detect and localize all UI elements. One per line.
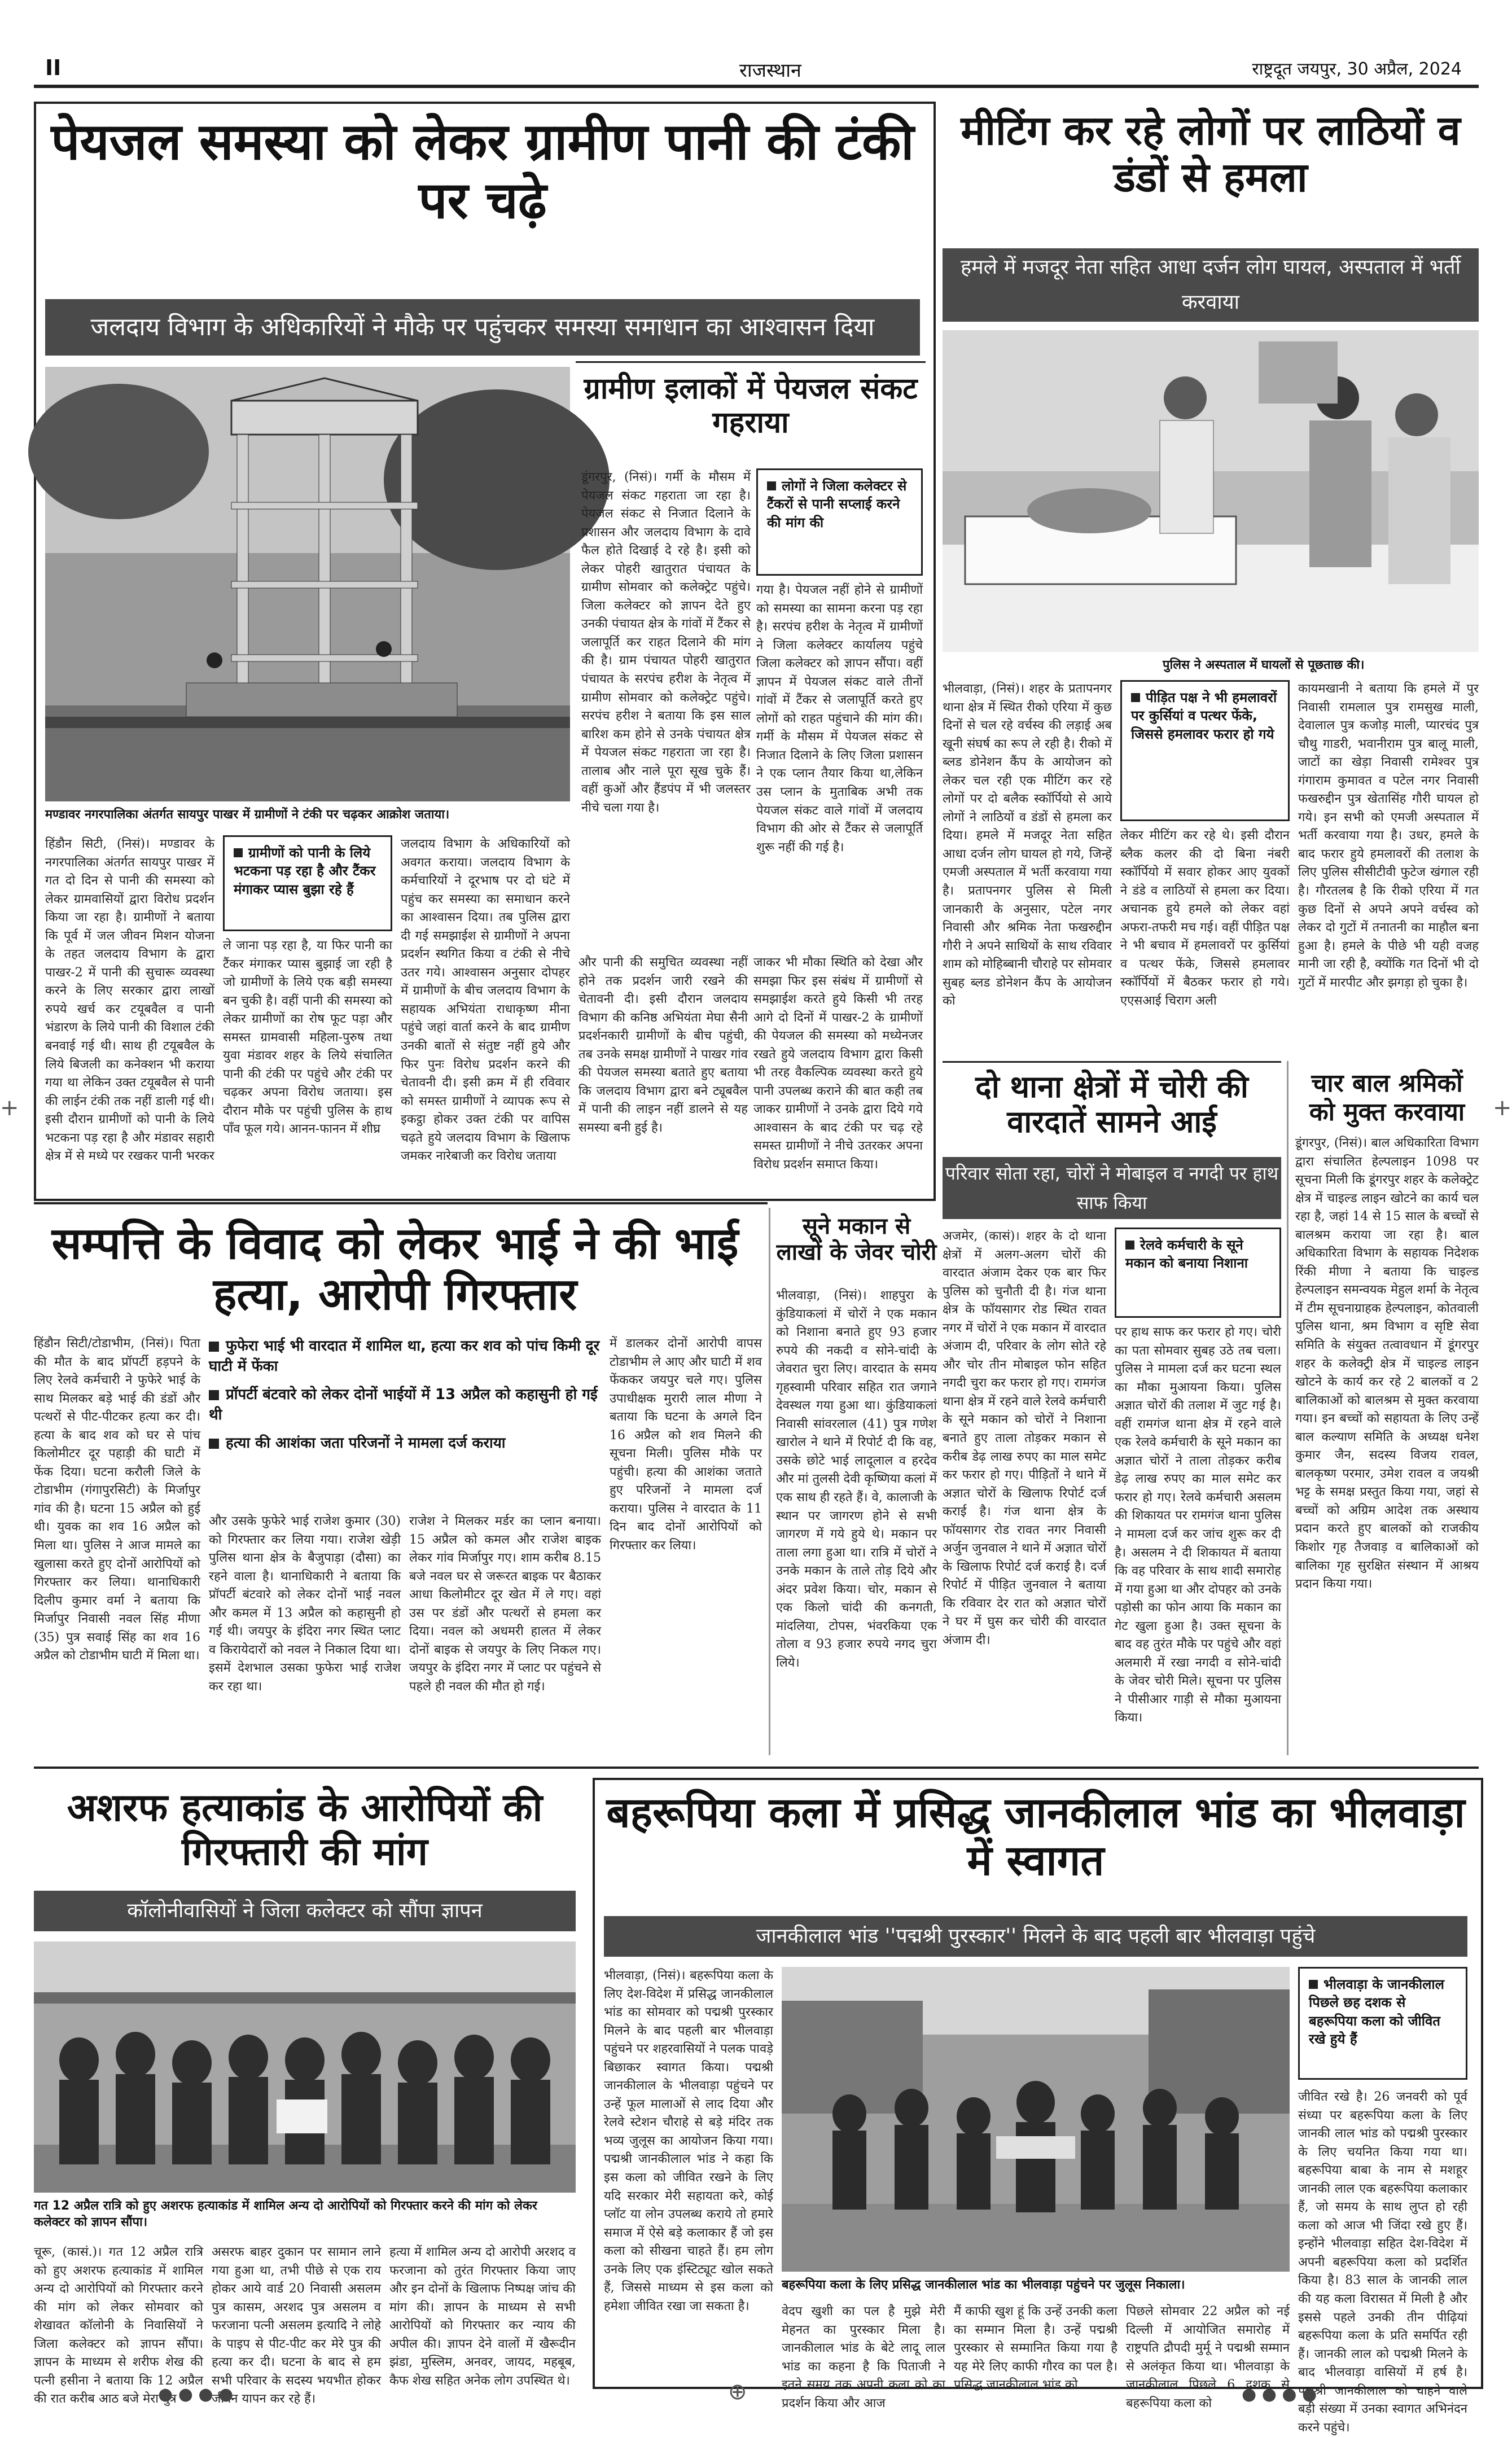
story5-column-1: हिंडौन सिटी/टोडाभीम, (निसं)। पिता की मौत के बाद प्रॉपर्टी हड़पने के लिए रेलवे कर्मचारी ने फुफेरे भाई के साथ मिलकर बड़े भाई की डंडों और पत्थरों से पीट-पीटकर हत्या कर दी। हत्या के बाद शव को घर से पांच किलोमीटर दूर पहाड़ी की घाटी में फेंक दिया। घटना करौली जिले के टोडाभीम (गंगापुरसिटी) के मिर्जापुर गांव की है। घटना 15 अप्रैल को हुई थी। युवक का शव 16 अप्रैल को मिला था। पुलिस ने आज मामले का खुलासा करते हुए दोनों आरोपियों को गिरफ्तार कर लिया। थानाधिकारी दिलीप कुमार वर्मा ने बताया कि मिर्जापुर निवासी नवल सिंह मीणा (35) पुत्र सवाई सिंह का शव 16 अप्रैल को टोडाभीम घाटी में मिला था। bbox=[34, 1336, 200, 1663]
dateline: राष्ट्रदूत जयपुर, 30 अप्रैल, 2024 bbox=[1252, 59, 1462, 79]
story1-pull-quote: ग्रामीणों को पानी के लिये भटकना पड़ रहा है और टैंकर मंगाकर प्यास बुझा रहे हैं bbox=[223, 835, 392, 931]
story3-column-2: पर हाथ साफ कर फरार हो गए। चोरी का पता सोमवार सुबह उठे तब चला। पुलिस ने मामला दर्ज कर घटना स्थल का मौका मुआयना किया। पुलिस अज्ञात चोरों की तलाश में जुट गई है। वहीं रामगंज थाना क्षेत्र में रहने वाले एक रेलवे कर्मचारी के सूने मकान का अज्ञात चोरों ने ताला तोड़कर करीब डेढ़ लाख रुपए का माल समेट कर फरार हो गए। रेलवे कर्मचारी असलम की शिकायत पर रामगंज थाना पुलिस ने मामला दर्ज कर जांच शुरू कर दी है। असलम ने दी शिकायत में बताया कि वह परिवार के साथ शादी समारोह में गया हुआ था और दोपहर को उनके पड़ोसी का फोन आया कि मकान का गेट खुला हुआ है। उक्त सूचना के बाद वह तुरंत मौके पर पहुंचे और वहां अलमारी में रखा नगदी व सोने-चांदी के जेवर चोरी मिले। सूचना पर पुलिस ने पीसीआर गाड़ी से मौका मुआयना किया। bbox=[1115, 1325, 1281, 1725]
registration-mark-icon: + bbox=[0, 1095, 19, 1121]
story8-column-5: जीवित रखे है। 26 जनवरी को पूर्व संध्या पर बहरूपिया कला के लिए जानकी लाल भांड को पद्मश्री पुरस्कार के लिए चयनित किया गया था। बहरूपिया बाबा के नाम से मशहूर जानकी लाल एक बहरूपिया कलाकार हैं, जो समय के साथ लुप्त हो रही कला को आज भी जिंदा रखे हुए हैं। इन्होंने भीलवाड़ा सहित देश-विदेश में अपनी बहरूपिया कला को प्रदर्शित किया है। 83 साल के जानकी लाल की यह कला विरासत में मिली है और इससे पहले उनकी तीन पीढ़ियां बहरूपिया कला के प्रति समर्पित रही हैं। जानकी लाल को पद्मश्री मिलने के बाद भीलवाड़ा वासियों में हर्ष है। पद्मश्री जानकीलाल को चाहने वाले बड़ी संख्या में उनका स्वागत अभिनंदन करने पहुंचे। bbox=[1298, 2090, 1467, 2435]
hospital-illustration bbox=[943, 330, 1479, 652]
divider bbox=[34, 1767, 1479, 1769]
bullet-square-icon bbox=[1131, 693, 1140, 702]
divider bbox=[769, 1208, 770, 1755]
story6-headline: सूने मकान से लाखों के जेवर चोरी bbox=[776, 1213, 937, 1265]
story4-headline: चार बाल श्रमिकों को मुक्त करवाया bbox=[1309, 1069, 1465, 1127]
story8-photo-procession bbox=[782, 1967, 1290, 2272]
bullet-square-icon bbox=[1125, 1241, 1134, 1250]
story1-column-2: ले जाना पड़ रहा है, या फिर पानी का टैंकर मंगाकर प्यास बुझाई जा रही है जो ग्रामीणों के लिये एक बड़ी समस्या बन चुकी है। वहीं पानी की समस्या को लेकर ग्रामीणों का रोष फूट पड़ा और समस्त ग्रामवासी महिला-पुरुष तथा युवा मंडावर शहर के लिये संचालित पानी की टंकी पर पहुंचे और टंकी पर चढ़कर अपना विरोध जताया। इस दौरान मौके पर पहुंची पुलिस के हाथ पाँव फूल गये। आनन-फानन में शीघ्र bbox=[223, 939, 392, 1137]
story3-column-1: अजमेर, (कासं)। शहर के दो थाना क्षेत्रों में अलग-अलग चोरों की वारदात अंजाम देकर एक बार फिर पुलिस को चुनौती दी है। गंज थाना क्षेत्र के फॉयसागर रोड स्थित रावत नगर में चोरों ने एक मकान में वारदात अंजाम दी, परिवार के लोग सोते रहे और चोर तीन मोबाइल फोन सहित नगदी चुरा कर फरार हो गए। रामगंज थाना क्षेत्र में रहने वाले रेलवे कर्मचारी के सूने मकान को चोरों ने निशाना बनाते हुए ताला तोड़कर मकान से करीब डेढ़ लाख रुपए का माल समेट कर फरार हो गए। पीड़ितों ने थाने में अज्ञात चोरों के खिलाफ रिपोर्ट दर्ज कराई है। गंज थाना क्षेत्र के फॉयसागर रोड रावत नगर निवासी अर्जुन जुनवाल ने थाने में अज्ञात चोरों के खिलाफ रिपोर्ट दर्ज कराई है। दर्ज रिपोर्ट में पीड़ित जुनवाल ने बताया कि रविवार देर रात को अज्ञात चोरों ने घर में घुस कर चोरी की वारदात अंजाम दी। bbox=[943, 1229, 1106, 1648]
story2-column-2: लेकर मीटिंग कर रहे थे। इसी दौरान ब्लैक कलर की दो बिना नंबरी स्कॉर्पियो में सवार होकर आए युवकों ने डंडे व लाठियों से हमला कर दिया। अचानक हुये हमले को लेकर वहां अफरा-तफरी मच गई। वहीं पीड़ित पक्ष ने भी बचाव में हमलावरों पर कुर्सियां व पत्थर फेंके, जिससे हमलावर स्कॉर्पियों में बैठकर फरार हो गये। एएसआई चिराग अली bbox=[1120, 829, 1290, 1008]
story2-photo-hospital bbox=[943, 330, 1479, 652]
highlight-item: हत्या की आशंका जता परिजनों ने मामला दर्ज कराया bbox=[209, 1432, 610, 1452]
story3-headline: दो थाना क्षेत्रों में चोरी की वारदातें सामने आई bbox=[975, 1069, 1248, 1140]
story7-photo-caption: गत 12 अप्रैल रात्रि को हुए अशरफ हत्याकांड में शामिल अन्य दो आरोपियों को गिरफ्तार करने की मांग को लेकर कलेक्टर को ज्ञापन सौंपा। bbox=[34, 2199, 537, 2229]
story8-strap: जानकीलाल भांड ''पद्मश्री पुरस्कार'' मिलने के बाद पहली बार भीलवाड़ा पहुंचे bbox=[604, 1916, 1467, 1957]
story8-column-4: पिछले सोमवार 22 अप्रैल को नई दिल्ली में आयोजित समारोह में राष्ट्रपति द्रौपदी मुर्मू ने पद्मश्री सम्मान से अलंकृत किया था। भीलवाड़ा के जानकीलाल पिछले 6 दशक से बहरूपिया कला को bbox=[1126, 2304, 1290, 2410]
story8-column-3: मैं काफी खुश हूं कि उन्हें उनकी कला का सम्मान मिला है। उन्हें पद्मश्री पुरस्कार से सम्मानित किया गया है यह मेरे लिए काफी गौरव का पल है। प्रसिद्ध जानकीलाल भांड को bbox=[954, 2304, 1117, 2392]
color-registration-dots: ● ● ● ● bbox=[1242, 2385, 1317, 2404]
registration-mark-icon: ⊕ bbox=[728, 2379, 747, 2405]
story1b-headline: ग्रामीण इलाकों में पेयजल संकट गहराया bbox=[584, 372, 918, 440]
story1-photo-caption: मण्डावर नगरपालिका अंतर्गत सायपुर पाखर में ग्रामीणों ने टंकी पर चढ़कर आक्रोश जताया। bbox=[45, 808, 450, 822]
story2-photo-caption: पुलिस ने अस्पताल में घायलों से पूछताछ की। bbox=[1163, 658, 1365, 672]
story2-headline: मीटिंग कर रहे लोगों पर लाठियों व डंडों से हमला bbox=[961, 107, 1461, 201]
story7-column-3: हत्या में शामिल अन्य दो आरोपी अरशद व फरजाना को तुरंत गिरफ्तार किया जाए और इन दोनों के खिलाफ निष्पक्ष जांच की मांग की। ज्ञापन के माध्यम से सभी आरोपियों को गिरफ्तार कर न्याय की अपील की। ज्ञापन देने वालों में खैरूदीन झंडा, मुस्लिम, अनवर, जायद, महबूब, कैफ शेख सहित अनेक लोग उपस्थित थे। bbox=[389, 2245, 576, 2388]
bullet-square-icon bbox=[1309, 1980, 1318, 1989]
story7-column-1: चूरू, (कासं.)। गत 12 अप्रैल रात्रि को हुए अशरफ हत्याकांड में शामिल अन्य दो आरोपियों को गिरफ्तार करने की मांग को लेकर सोमवार को शेखावत कॉलोनी के निवासियों ने जिला कलेक्टर को ज्ञापन सौंपा। ज्ञापन के माध्यम से शरीफ शेख की पत्नी हसीना ने बताया कि 12 अप्रैल की रात करीब आठ बजे मेरा पुत्र bbox=[34, 2245, 203, 2407]
story8-column-1: भीलवाड़ा, (निसं)। बहरूपिया कला के लिए देश-विदेश में प्रसिद्ध जानकीलाल भांड का सोमवार को पद्मश्री पुरस्कार मिलने के बाद पहली बार भीलवाड़ा पहुंचने पर शहरवासियों ने पलक पावड़े बिछाकर स्वागत किया। पद्मश्री जानकीलाल के भीलवाड़ा पहुंचने पर उन्हें फूल मालाओं से लाद दिया और रेलवे स्टेशन चौराहे से बड़े मंदिर तक भव्य जुलूस का आयोजन किया गया। पद्मश्री जानकीलाल भांड ने कहा कि इस कला को जीवित रखने के लिए यदि सरकार मेरी सहायता करे, कोई प्लॉट या लोन उपलब्ध कराये तो हमारे समाज में ऐसे बड़े कलाकार हैं जो इस कला को सीखना चाहते हैं। हम लोग उनके लिए एक इंस्टिट्यूट खोल सकते हैं, जिससे माध्यम से इस कला को हमेशा जीवित रखा जा सकता है। bbox=[604, 1969, 773, 2313]
divider bbox=[576, 361, 926, 363]
story3-pull-quote: रेलवे कर्मचारी के सूने मकान को बनाया निशाना bbox=[1115, 1228, 1281, 1318]
story1-column-1: हिंडौन सिटी, (निसं)। मण्डावर के नगरपालिका अंतर्गत सायपुर पाखर में गत दो दिन से पानी की समस्या को लेकर ग्रामवासियों द्वारा विरोध प्रदर्शन किया जा रहा है। ग्रामीणों ने बताया कि पूर्व में जल जीवन मिशन योजना के तहत जलदाय विभाग के द्वारा पाखर-2 में पानी की सुचारू व्यवस्था करने के लिए सरकार द्वारा लाखों रुपये खर्च कर टयूबवैल व पानी भंडारण के लिये पानी की विशाल टंकी बनवाई गई थी। साथ ही टयूबवैल के लिये बिजली का कनेक्शन भी कराया गया था लेकिन उक्त टयूबवैल से पानी की लाईन टंकी तक नहीं डाली गई थी। इसी दौरान ग्रामीणों को पानी के लिये भटकना पड़ रहा है और मंडावर सहारी क्षेत्र में से मध्ये पर रखकर पानी भरकर bbox=[45, 837, 214, 1164]
story4-column-1: डूंगरपुर, (निसं)। बाल अधिकारिता विभाग द्वारा संचालित हेल्पलाइन 1098 पर सूचना मिली कि डूंगरपुर शहर के कलेक्ट्रेट क्षेत्र में चाइल्ड लाइन खोटने का कार्य चल रहा है, जहां 14 से 15 साल के बच्चों से बालश्रम कराया जा रहा है। बाल अधिकारिता विभाग के सहायक निदेशक रिंकी मीणा ने बताया कि चाइल्ड हेल्पलाइन समन्वयक मेहुल शर्मा के नेतृत्व में टीम सूचनाग्राहक हेल्पलाइन, कोतवाली पुलिस थाना, श्रम विभाग व सृष्टि सेवा समिति के संयुक्त तत्वावधान में डूंगरपुर शहर के कलेक्ट्री क्षेत्र में चाइल्ड लाइन खोटने के कार्य कर रहे 2 बालकों व 2 बालिकाओं को बालश्रम से मुक्त करवाया गया। इन बच्चों को सहायता के लिए उन्हें बाल कल्याण समिति के अध्यक्ष धनेश कुमार जैन, सदस्य विजय रावल, बालकृष्ण परमार, उमेश रावल व जयश्री भट्ट के समक्ष प्रस्तुत किया गया, जहां से बच्चों को अग्रिम आदेश तक अस्थाय प्रदान करते हुए बालकों को राजकीय किशोर गृह तैजवाड़ व बालिकाओं को बालिका गृह सुरक्षित संस्थान में आश्रय प्रदान किया गया। bbox=[1295, 1136, 1479, 1592]
story5-highlights bbox=[209, 1335, 610, 1504]
story7-photo-memorandum bbox=[34, 1941, 576, 2193]
procession-illustration bbox=[782, 1967, 1290, 2272]
story1-photo-water-tank bbox=[45, 367, 570, 801]
story1b-column-3: जाकर भी मौका स्थिति को देखा और समझा फिर इस संबंध में ग्रामीणों से समझाईश करते हुये किसी भी तरह आगे दो दिनों में पाखर-2 के ग्रामीणों की पेयजल की समस्या को मध्येनजर रखते हुये जलदाय विभाग द्वारा किसी भी तरह वैकल्पिक व्यवस्था करते हुये पानी उपलब्ध कराने की बात कही तब जाकर ग्रामीणों ने उनके द्वारा दिये गये आश्वासन के बाद टंकी पर चढ़ रहे समस्त ग्रामीणों ने नीचे उतरकर अपना विरोध प्रदर्शन समाप्त किया। bbox=[753, 955, 923, 1172]
story3-strap: परिवार सोता रहा, चोरों ने मोबाइल व नगदी पर हाथ साफ किया bbox=[943, 1157, 1281, 1219]
divider bbox=[1287, 1061, 1289, 1755]
story7-headline: अशरफ हत्याकांड के आरोपियों की गिरफ्तारी की मांग bbox=[67, 1786, 543, 1875]
story1-headline: पेयजल समस्या को लेकर ग्रामीण पानी की टंकी पर चढ़े bbox=[51, 112, 914, 230]
story1-strap: जलदाय विभाग के अधिकारियों ने मौके पर पहुंचकर समस्या समाधान का आश्वासन दिया bbox=[45, 299, 920, 356]
page-header bbox=[34, 51, 1479, 88]
story5-column-4: में डालकर दोनों आरोपी वापस टोडाभीम ले आए और घाटी में शव फेंककर जयपुर चले गए। पुलिस उपाधीक्षक मुरारी लाल मीणा ने बताया कि घटना के अगले दिन 16 अप्रैल को शव मिलने की सूचना मिली। पुलिस मौके पर पहुंची। हत्या की आशंका जताते हुए परिजनों ने मामला दर्ज कराया। पुलिस ने वारदात के 11 दिन बाद दोनों आरोपियों को गिरफ्तार कर लिया। bbox=[610, 1336, 762, 1553]
story5-column-2: और उसके फुफेरे भाई राजेश कुमार (30) को गिरफ्तार कर लिया गया। राजेश खेड़ी पुलिस थाना क्षेत्र के बैजुपाड़ा (दौसा) का रहने वाला है। थानाधिकारी ने बताया कि प्रॉपर्टी बंटवारे को लेकर दोनों भाई नवल और कमल में 13 अप्रैल को कहासुनी हो गई थी। जयपुर के इंदिरा नगर स्थित प्लाट व किरायेदारों को नवल ने निकाल दिया था। इसमें देशभाल उसका फुफेरा भाई राजेश कर रहा था। bbox=[209, 1514, 401, 1694]
story1-column-4: और पानी की समुचित व्यवस्था नहीं होने तक प्रदर्शन जारी रखने की चेतावनी दी। इसी दौरान जलदाय विभाग की कनिष्ठ अभियंता मेघा सैनी प्रदर्शनकारी ग्रामीणों के बीच पहुंची, तब उनके समक्ष ग्रामीणों ने पाखर गांव की पेयजल समस्या बताते हुए बताया कि जलदाय विभाग द्वारा बने ट्यूबवैल में पानी की लाइन नहीं डालने से यह समस्या बनी हुई है। bbox=[578, 955, 748, 1135]
story7-strap: कॉलोनीवासियों ने जिला कलेक्टर को सौंपा ज्ञापन bbox=[34, 1891, 576, 1931]
story2-strap: हमले में मजदूर नेता सहित आधा दर्जन लोग घायल, अस्पताल में भर्ती करवाया bbox=[943, 248, 1479, 322]
story8-column-2: वेदप खुशी का पल है मुझे मेरी मेहनत का पुरस्कार मिला है। जानकीलाल भांड के बेटे लादू लाल भांड का कहना है कि पिताजी ने इतने समय तक अपनी कला को का प्रदर्शन किया और आज bbox=[782, 2304, 945, 2410]
story1b-pull-quote: लोगों ने जिला कलेक्टर से टैंकरों से पानी सप्लाई करने की मांग की bbox=[756, 468, 923, 576]
story7-column-2: असरफ बाहर दुकान पर सामान लाने गया हुआ था, तभी पीछे से एक राय होकर आये वार्ड 20 निवासी असलम पुत्र कासम, अरशद पुत्र असलम व फरजाना पत्नी असलम इत्यादि ने लोहे के पाइप से पीट-पीट कर मेरे पुत्र की हत्या कर दी। घटना के बाद से हम सभी परिवार के सदस्य भयभीत होकर जीवन यापन कर रहे हैं। bbox=[212, 2245, 381, 2407]
story8-headline: बहरूपिया कला में प्रसिद्ध जानकीलाल भांड का भीलवाड़ा में स्वागत bbox=[606, 1789, 1465, 1886]
bullet-square-icon bbox=[234, 848, 243, 857]
page-number: II bbox=[45, 55, 62, 80]
bullet-square-icon bbox=[209, 1342, 219, 1352]
registration-mark-icon: + bbox=[1493, 1095, 1512, 1121]
section-name: राजस्थान bbox=[739, 59, 801, 82]
story1b-column-1: डूंगरपुर, (निसं)। गर्मी के मौसम में पेयजल संकट गहराता जा रहा है। पेयजल संकट से निजात दिलाने के प्रशासन और जलदाय विभाग के दावे फैल होते दिखाई दे रहे है। इसी को लेकर पोहरी खातुरात पंचायत के ग्रामीण सोमवार को कलेक्ट्रेट पहुंचे। जिला कलेक्टर को ज्ञापन देते हुए उनकी पंचायत क्षेत्र के गांवों में टैंकर से जलापूर्ति कर राहत दिलाने की मांग की है। ग्राम पंचायत पोहरी खातुरात पंचायत के सरपंच हरीश के नेतृत्व में ग्रामीण सोमवार को कलेक्ट्रेट पहुंचे। सरपंच हरीश ने बताया कि इस साल बारिश कम होने से उनके पंचायत क्षेत्र में पेयजल संकट गहराता जा रहा है। तालाब और नाले पूरा सूख चुके हैं। वहीं कुओं और हैंडपंप में भी जलस्तर नीचे चला गया है। bbox=[581, 470, 751, 815]
bullet-square-icon bbox=[209, 1390, 219, 1400]
divider bbox=[943, 1061, 1281, 1063]
story5-headline: सम्पत्ति के विवाद को लेकर भाई ने की भाई हत्या, आरोपी गिरफ्तार bbox=[51, 1218, 739, 1320]
story2-pull-quote: पीड़ित पक्ष ने भी हमलावरों पर कुर्सियां व पत्थर फेंके, जिससे हमलावर फरार हो गये bbox=[1120, 680, 1290, 821]
highlight-item: प्रॉपर्टी बंटवारे को लेकर दोनों भाईयों में 13 अप्रैल को कहासुनी हो गई थी bbox=[209, 1386, 598, 1423]
story8-photo-caption: बहरूपिया कला के लिए प्रसिद्ध जानकीलाल भांड का भीलवाड़ा पहुंचने पर जुलूस निकाला। bbox=[782, 2278, 1185, 2292]
divider bbox=[34, 1202, 768, 1204]
crowd-illustration bbox=[34, 1941, 576, 2193]
bullet-square-icon bbox=[767, 481, 776, 490]
story6-column-1: भीलवाड़ा, (निसं)। शाहपुरा के कुंडियाकलां में चोरों ने एक मकान को निशाना बनाते हुए 93 हजार रुपये की नकदी व सोने-चांदी के जेवरात चुरा लिए। वारदात के समय गृहस्वामी परिवार सहित रात जगाने देवस्थल गया हुआ था। कुंडियाकलां निवासी सांवरलाल (41) पुत्र गणेश खारोल ने थाने में रिपोर्ट दी कि वह, उसके छोटे भाई लादूलाल व हरदेव और मां तुलसी देवी कृष्णिया कलां में एक साथ ही रहते हैं। वे, कालाजी के स्थान पर जागरण होने से सभी जागरण में गये हुये थे। मकान पर ताला लगा हुआ था। रात्रि में चोरों ने उनके मकान के ताले तोड़ दिये और अंदर प्रवेश किया। चोर, मकान से एक किलो चांदी की कनगती, मांदलिया, टोपस, भंवरकिया एक तोला व 93 हजार रुपये नगद चुरा लिये। bbox=[776, 1288, 937, 1670]
color-registration-dots: ● ● ● ● bbox=[158, 2385, 234, 2404]
story2-column-3: कायमखानी ने बताया कि हमले में पुर निवासी रामलाल पुत्र रामसुख माली, देवालाल पुत्र कजोड़ माली, प्यारचंद पुत्र चौथु गाडरी, भवानीराम पुत्र बालू माली, जाटों का खेड़ा निवासी रामेश्वर पुत्र गंगाराम कुमावत व पटेल नगर निवासी फखरुद्दीन पुत्र खेतासिंह गौरी घायल हो गये। इन सभी को एमजी अस्पताल में भर्ती करवाया गया है। उधर, हमले के बाद फरार हुये हमलावरों की तलाश के लिए पुलिस सीसीटीवी फुटेज खंगाल रही है। गौरतलब है कि रीको एरिया में गत कुछ दिनों से अपने अपने वर्चस्व को लेकर दो गुटों में तनातनी का माहौल बना हुआ है। हमले के पीछे भी यही वजह मानी जा रही है, क्योंकि गत दिनों भी दो गुटों में मारपीट और झगड़ा हो चुका है। bbox=[1298, 682, 1479, 990]
highlight-item: फुफेरा भाई भी वारदात में शामिल था, हत्या कर शव को पांच किमी दूर घाटी में फेंका bbox=[209, 1338, 600, 1375]
story1b-column-2: गया है। पेयजल नहीं होने से ग्रामीणों को समस्या का सामना करना पड़ रहा है। सरपंच हरीश के नेतृत्व में ग्रामीणों ने जिला कलेक्टर कार्यालय पहुंचे जिला कलेक्टर को ज्ञापन सौंपा। वहीं ज्ञापन में पेयजल संकट वाले तीनों गांवों में टैंकर से जलापूर्ति करते हुए लोगों को राहत पहुंचाने की मांग की। गर्मी के मौसम में पेयजल संकट से निजात दिलाने के लिए जिला प्रशासन ने एक प्लान तैयार किया था,लेकिन उस प्लान के मुताबिक अभी तक पेयजल संकट वाले गांवों में जलदाय विभाग की ओर से टैंकर से जलापूर्ति शुरू नहीं की गई है। bbox=[756, 583, 923, 854]
bullet-square-icon bbox=[209, 1439, 219, 1449]
story5-column-3: राजेश ने मिलकर मर्डर का प्लान बनाया। 15 अप्रैल को कमल और राजेश बाइक लेकर गांव मिर्जापुर गए। शाम करीब 8.15 बजे नवल घर से जरूरत बाइक पर बैठाकर आधा किलोमीटर दूर खेत में ले गए। वहां उस पर डंडों और पत्थरों से हमला कर दिया। नवल को अधमरी हालत में लेकर दोनों बाइक से जयपुर के लिए निकल गए। जयपुर के इंदिरा नगर में प्लाट पर पहुंचने से पहले ही नवल की मौत हो गई। bbox=[409, 1514, 601, 1694]
story1-column-3: जलदाय विभाग के अधिकारियों को अवगत कराया। जलदाय विभाग के कर्मचारियों ने दूरभाष पर दो घंटे में पहुंच कर समस्या का समाधान करने का आश्वासन दिया। तब पुलिस द्वारा दी गई समझाईश से ग्रामीणों ने अपना प्रदर्शन स्थगित किया व टंकी से नीचे उतर गये। आश्वासन अनुसार दोपहर में ग्रामीणों के बीच जलदाय विभाग के सहायक अभियंता राधाकृष्ण मीना पहुंचे जहां वार्ता करने के बाद ग्रामीण उनकी बातों से संतुष्ट नहीं हुये और फिर पुनः विरोध प्रदर्शन करने की चेतावनी दी। इसी क्रम में ही रविवार को समस्त ग्रामीणों ने व्यापक रूप से इकट्ठा होकर उक्त टंकी पर वापिस चढ़ते हुये जलदाय विभाग के खिलाफ जमकर नारेबाजी कर विरोध जताया bbox=[401, 837, 570, 1164]
water-tank-illustration bbox=[45, 367, 570, 801]
story8-pull-quote: भीलवाड़ा के जानकीलाल पिछले छह दशक से बहरूपिया कला को जीवित रखे हुये हैं bbox=[1298, 1967, 1467, 2080]
story2-column-1: भीलवाड़ा, (निसं)। शहर के प्रतापनगर थाना क्षेत्र में स्थित रीको एरिया में कुछ दिनों से चल रहे वर्चस्व की लड़ाई अब खूनी संघर्ष का रूप ले रही है। रीको में ब्लड डोनेशन कैंप के आयोजन को लेकर चल रही एक मीटिंग कर रहे लोगों पर दो बलैक स्कॉर्पियो से आये लोगों ने लाठियों व डंडों से हमला कर दिया। हमले में मजदूर नेता सहित आधा दर्जन लोग घायल हो गये, जिन्हें एमजी अस्पताल में भर्ती करवाया गया है। प्रतापनगर पुलिस से मिली जानकारी के अनुसार, पटेल नगर निवासी और श्रमिक नेता फखरुद्दीन गौरी ने अपने साथियों के साथ रविवार शाम को मोहिब्बानी चौराहे पर सोमवार सुबह ब्लड डोनेशन कैंप के आयोजन को bbox=[943, 682, 1112, 1009]
